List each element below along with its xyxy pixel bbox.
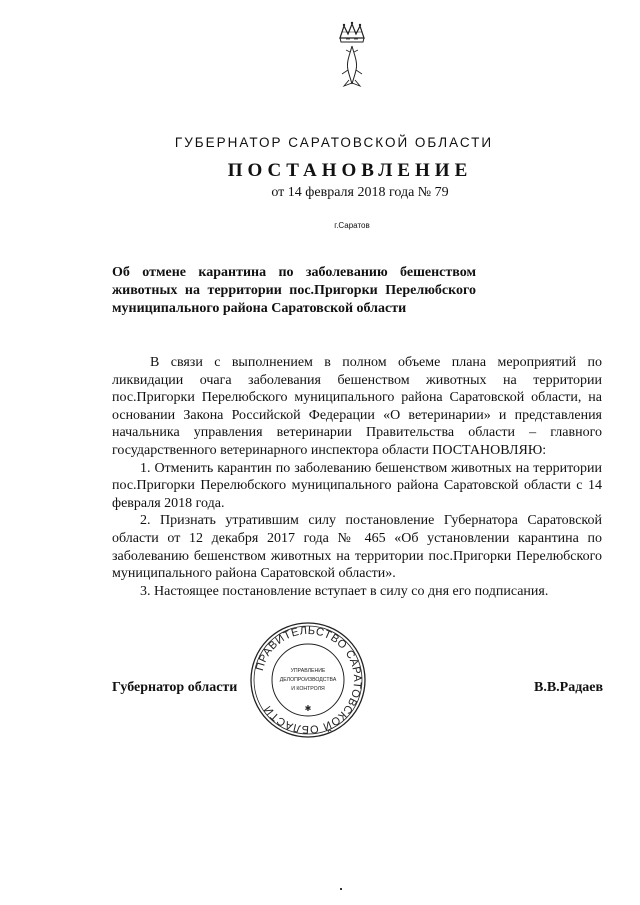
- stamp-inner-line-2: ДЕЛОПРОИЗВОДСТВА: [279, 677, 337, 683]
- page-speck: [340, 888, 342, 890]
- coat-of-arms-emblem: [320, 20, 384, 90]
- body-item-1: 1. Отменить карантин по заболеванию бешенством животных на территории пос.Пригорки Перелюбского муниципального района Саратовской области с 14 февраля 2018 года.: [112, 460, 602, 511]
- body-preamble: В связи с выполнением в полном объеме плана мероприятий по ликвидации очага заболевания бешенством животных на территории пос.Пригорки Перелюбского муниципального района Саратовской области, на основании Закона Российской Федерации «О ветеринарии» и представления начальника управления ветеринарии Правительства области – главного государственного ветеринарного инспектора области ПОСТАНОВЛЯЮ:: [112, 355, 602, 458]
- stamp-outer-text: ПРАВИТЕЛЬСТВО САРАТОВСКОЙ ОБЛАСТИ: [253, 624, 364, 736]
- document-subject: Об отмене карантина по заболеванию бешенством животных на территории пос.Пригорки Перелюбского муниципального района Саратовской области: [112, 265, 476, 316]
- document-body: [112, 354, 602, 600]
- document-title: ПОСТАНОВЛЕНИЕ: [227, 160, 473, 181]
- organization-heading: ГУБЕРНАТОР САРАТОВСКОЙ ОБЛАСТИ: [174, 135, 494, 150]
- stamp-star-icon: ✱: [304, 704, 312, 713]
- document-city: г.Саратов: [334, 221, 370, 230]
- signatory-name: В.В.Радаев: [534, 680, 604, 695]
- body-item-2: 2. Признать утратившим силу постановление Губернатора Саратовской области от 12 декабря 2017 года № 465 «Об установлении карантина по заболеванию бешенством животных на территории пос.Пригорки Перелюбского муниципального района Саратовской области».: [112, 513, 602, 582]
- stamp-inner-line-3: И КОНТРОЛЯ: [291, 686, 325, 692]
- body-item-3: 3. Настоящее постановление вступает в силу со дня его подписания.: [140, 583, 549, 599]
- official-stamp-seal: [249, 621, 367, 739]
- signatory-title: Губернатор области: [112, 680, 238, 695]
- stamp-inner-line-1: УПРАВЛЕНИЕ: [290, 668, 326, 674]
- document-date-number: от 14 февраля 2018 года № 79: [271, 185, 449, 200]
